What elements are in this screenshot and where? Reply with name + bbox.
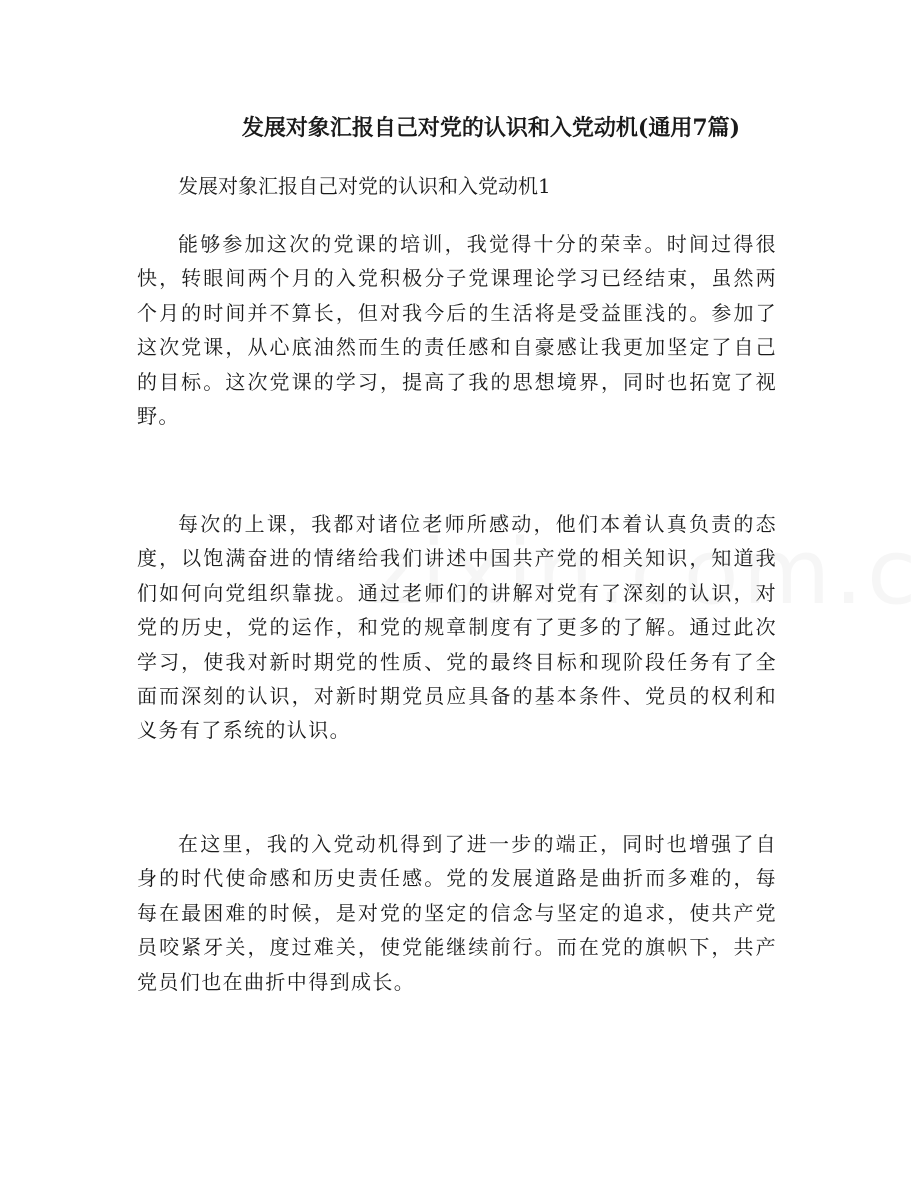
paragraph-3: 在这里，我的入党动机得到了进一步的端正，同时也增强了自身的时代使命感和历史责任感。党的发展道路是曲折而多难的，每每在最困难的时候，是对党的坚定的信念与坚定的追求，使共产党员咬紧牙关，度过难关，使党能继续前行。而在党的旗帜下，共产党员们也在曲折中得到成长。 (137, 832, 777, 994)
document-title: 发展对象汇报自己对党的认识和入党动机(通用7篇) (241, 115, 741, 141)
paragraph-2: 每次的上课，我都对诸位老师所感动，他们本着认真负责的态度，以饱满奋进的情绪给我们讲述中国共产党的相关知识，知道我们如何向党组织靠拢。通过老师们的讲解对党有了深刻的认识，对党的历史，党的运作，和党的规章制度有了更多的了解。通过此次学习，使我对新时期党的性质、党的最终目标和现阶段任务有了全面而深刻的认识，对新时期党员应具备的基本条件、党员的权利和义务有了系统的认识。 (137, 512, 777, 743)
section-heading: 发展对象汇报自己对党的认识和入党动机1 (178, 174, 551, 198)
paragraph-1: 能够参加这次的党课的培训，我觉得十分的荣幸。时间过得很快，转眼间两个月的入党积极分子党课理论学习已经结束，虽然两个月的时间并不算长，但对我今后的生活将是受益匪浅的。参加了这次党课，从心底油然而生的责任感和自豪感让我更加坚定了自己的目标。这次党课的学习，提高了我的思想境界，同时也拓宽了视野。 (137, 232, 777, 429)
